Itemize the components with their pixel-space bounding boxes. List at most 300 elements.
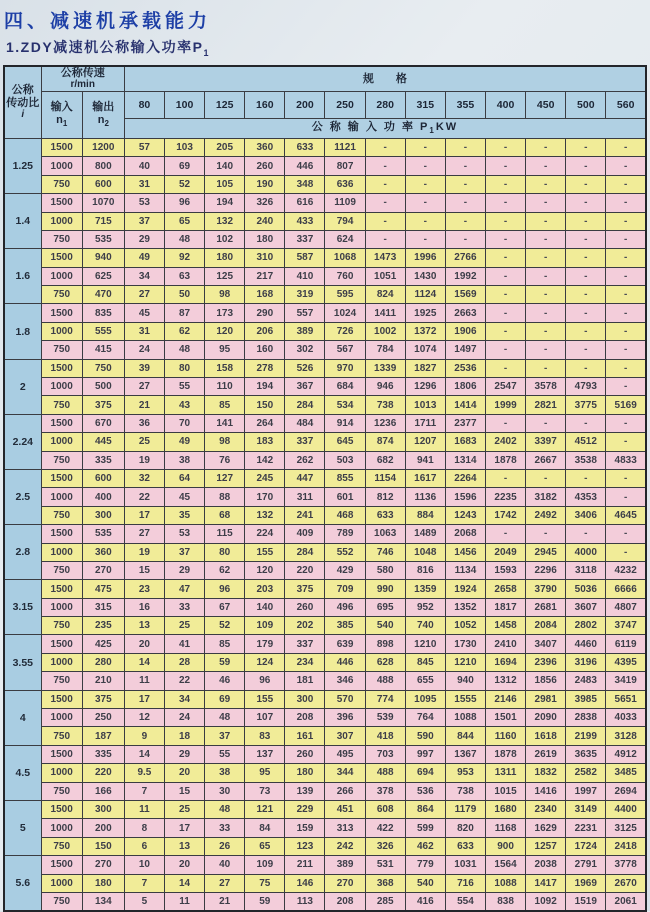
power-value-cell: 703 xyxy=(365,745,405,763)
power-value-cell: 1314 xyxy=(445,451,485,469)
output-speed-cell: 134 xyxy=(82,892,124,911)
power-value-cell: 266 xyxy=(325,782,365,800)
power-value-cell: 824 xyxy=(365,286,405,304)
power-value-cell: - xyxy=(606,212,646,230)
power-value-cell: 534 xyxy=(325,396,365,414)
power-value-cell: - xyxy=(526,525,566,543)
power-value-cell: - xyxy=(606,194,646,212)
power-value-cell: 9 xyxy=(124,727,164,745)
power-value-cell: 807 xyxy=(325,157,365,175)
power-value-cell: - xyxy=(566,267,606,285)
power-value-cell: 3538 xyxy=(566,451,606,469)
power-value-cell: 3790 xyxy=(526,580,566,598)
power-value-cell: 1458 xyxy=(485,617,525,635)
power-value-cell: 65 xyxy=(245,837,285,855)
power-value-cell: 262 xyxy=(285,451,325,469)
table-row xyxy=(4,341,646,359)
table-row xyxy=(4,525,646,543)
power-value-cell: 3635 xyxy=(566,745,606,763)
power-value-cell: 1473 xyxy=(365,249,405,267)
power-value-cell: 2090 xyxy=(526,709,566,727)
power-value-cell: - xyxy=(526,286,566,304)
power-value-cell: - xyxy=(566,249,606,267)
power-value-cell: 37 xyxy=(124,212,164,230)
power-value-cell: 27 xyxy=(124,378,164,396)
power-value-cell: 260 xyxy=(285,598,325,616)
output-speed-cell: 270 xyxy=(82,856,124,874)
power-value-cell: 845 xyxy=(405,653,445,671)
input-speed-cell: 750 xyxy=(41,175,82,193)
power-value-cell: 39 xyxy=(124,359,164,377)
power-value-cell: 1417 xyxy=(526,874,566,892)
power-value-cell: 17 xyxy=(124,690,164,708)
power-value-cell: 410 xyxy=(285,267,325,285)
power-value-cell: 1806 xyxy=(445,378,485,396)
power-value-cell: 864 xyxy=(405,801,445,819)
power-value-cell: 2038 xyxy=(526,856,566,874)
ratio-cell: 1.25 xyxy=(4,138,41,193)
power-value-cell: 1519 xyxy=(566,892,606,911)
power-value-cell: - xyxy=(485,322,525,340)
power-value-cell: - xyxy=(606,341,646,359)
power-value-cell: 140 xyxy=(205,157,245,175)
power-value-cell: 260 xyxy=(285,745,325,763)
output-speed-cell: 425 xyxy=(82,635,124,653)
input-speed-cell: 1500 xyxy=(41,469,82,487)
power-value-cell: 682 xyxy=(365,451,405,469)
power-value-cell: - xyxy=(606,286,646,304)
power-value-cell: 946 xyxy=(365,378,405,396)
power-value-cell: 88 xyxy=(205,488,245,506)
header-speed-unit: r/min xyxy=(70,79,95,91)
power-value-cell: 488 xyxy=(365,764,405,782)
power-value-cell: 1074 xyxy=(405,341,445,359)
power-value-cell: - xyxy=(566,194,606,212)
power-value-cell: 367 xyxy=(285,378,325,396)
power-value-cell: 1051 xyxy=(365,267,405,285)
power-value-cell: 552 xyxy=(325,543,365,561)
power-value-cell: 264 xyxy=(245,414,285,432)
power-value-cell: 20 xyxy=(164,856,204,874)
header-spec-size: 355 xyxy=(445,91,485,118)
input-speed-cell: 1000 xyxy=(41,212,82,230)
power-value-cell: 914 xyxy=(325,414,365,432)
power-value-cell: - xyxy=(365,157,405,175)
power-value-cell: 422 xyxy=(365,819,405,837)
input-speed-cell: 1000 xyxy=(41,543,82,561)
power-value-cell: - xyxy=(365,212,405,230)
power-value-cell: 462 xyxy=(405,837,445,855)
output-speed-cell: 375 xyxy=(82,690,124,708)
table-row xyxy=(4,709,646,727)
power-value-cell: 1210 xyxy=(405,635,445,653)
power-value-cell: 1154 xyxy=(365,469,405,487)
power-value-cell: - xyxy=(445,194,485,212)
power-value-cell: 1063 xyxy=(365,525,405,543)
output-speed-cell: 625 xyxy=(82,267,124,285)
power-value-cell: 1092 xyxy=(526,892,566,911)
power-value-cell: - xyxy=(485,341,525,359)
power-value-cell: 1339 xyxy=(365,359,405,377)
power-value-cell: 4400 xyxy=(606,801,646,819)
power-value-cell: 37 xyxy=(164,543,204,561)
power-value-cell: 346 xyxy=(325,672,365,690)
power-value-cell: 284 xyxy=(285,543,325,561)
power-value-cell: 57 xyxy=(124,138,164,156)
power-value-cell: 416 xyxy=(405,892,445,911)
page-subtitle xyxy=(6,37,650,58)
power-value-cell: 124 xyxy=(245,653,285,671)
power-value-cell: - xyxy=(405,194,445,212)
power-value-cell: 495 xyxy=(325,745,365,763)
power-value-cell: 4807 xyxy=(606,598,646,616)
power-value-cell: 158 xyxy=(205,359,245,377)
input-speed-cell: 1500 xyxy=(41,359,82,377)
power-value-cell: 645 xyxy=(325,433,365,451)
power-value-cell: 3778 xyxy=(606,856,646,874)
power-value-cell: 1207 xyxy=(405,433,445,451)
power-value-cell: 4793 xyxy=(566,378,606,396)
table-row xyxy=(4,782,646,800)
header-input-var: n xyxy=(56,114,63,127)
output-speed-cell: 555 xyxy=(82,322,124,340)
power-value-cell: 4645 xyxy=(606,506,646,524)
power-value-cell: 540 xyxy=(365,617,405,635)
power-value-cell: 746 xyxy=(365,543,405,561)
ratio-cell: 3.15 xyxy=(4,580,41,635)
power-value-cell: 1095 xyxy=(405,690,445,708)
power-value-cell: - xyxy=(566,414,606,432)
power-value-cell: 313 xyxy=(325,819,365,837)
power-value-cell: 2670 xyxy=(606,874,646,892)
power-value-cell: 290 xyxy=(245,304,285,322)
power-value-cell: - xyxy=(405,157,445,175)
power-value-cell: 2410 xyxy=(485,635,525,653)
power-value-cell: 183 xyxy=(245,433,285,451)
power-value-cell: - xyxy=(445,230,485,248)
power-value-cell: 18 xyxy=(164,727,204,745)
power-value-cell: 35 xyxy=(164,506,204,524)
power-value-cell: 385 xyxy=(325,617,365,635)
power-value-cell: 180 xyxy=(205,249,245,267)
power-value-cell: 633 xyxy=(285,138,325,156)
power-value-cell: 29 xyxy=(164,561,204,579)
power-value-cell: 48 xyxy=(164,230,204,248)
power-value-cell: 1414 xyxy=(445,396,485,414)
power-value-cell: - xyxy=(485,525,525,543)
power-value-cell: 4833 xyxy=(606,451,646,469)
power-value-cell: - xyxy=(526,230,566,248)
power-value-cell: - xyxy=(445,212,485,230)
power-value-cell: 260 xyxy=(245,157,285,175)
power-value-cell: 429 xyxy=(325,561,365,579)
power-value-cell: 2821 xyxy=(526,396,566,414)
ratio-cell: 1.4 xyxy=(4,194,41,249)
header-spec-size: 280 xyxy=(365,91,405,118)
power-value-cell: 159 xyxy=(285,819,325,837)
power-value-cell: - xyxy=(526,304,566,322)
ratio-cell: 4 xyxy=(4,690,41,745)
header-spec-size: 400 xyxy=(485,91,525,118)
table-row xyxy=(4,267,646,285)
input-speed-cell: 750 xyxy=(41,727,82,745)
input-speed-cell: 1500 xyxy=(41,856,82,874)
power-value-cell: - xyxy=(606,433,646,451)
power-value-cell: - xyxy=(606,230,646,248)
input-speed-cell: 1500 xyxy=(41,414,82,432)
ratio-cell: 5 xyxy=(4,801,41,856)
power-value-cell: 62 xyxy=(164,322,204,340)
power-value-cell: 24 xyxy=(164,709,204,727)
power-value-cell: 49 xyxy=(124,249,164,267)
output-speed-cell: 475 xyxy=(82,580,124,598)
power-value-cell: 764 xyxy=(405,709,445,727)
power-value-cell: 531 xyxy=(365,856,405,874)
input-speed-cell: 750 xyxy=(41,286,82,304)
input-speed-cell: 750 xyxy=(41,451,82,469)
input-speed-cell: 1000 xyxy=(41,819,82,837)
header-ratio-line1: 公称 xyxy=(11,83,34,96)
power-value-cell: 1817 xyxy=(485,598,525,616)
power-value-cell: - xyxy=(485,230,525,248)
power-value-cell: 2377 xyxy=(445,414,485,432)
power-value-cell: 27 xyxy=(124,286,164,304)
power-value-cell: 36 xyxy=(124,414,164,432)
power-value-cell: 1168 xyxy=(485,819,525,837)
power-value-cell: 224 xyxy=(245,525,285,543)
power-value-cell: 694 xyxy=(405,764,445,782)
output-speed-cell: 1200 xyxy=(82,138,124,156)
output-speed-cell: 600 xyxy=(82,469,124,487)
power-value-cell: 774 xyxy=(365,690,405,708)
power-value-cell: 4512 xyxy=(566,433,606,451)
power-value-cell: 179 xyxy=(245,635,285,653)
output-speed-cell: 600 xyxy=(82,175,124,193)
power-value-cell: 40 xyxy=(124,157,164,175)
power-value-cell: 14 xyxy=(164,874,204,892)
power-value-cell: 1742 xyxy=(485,506,525,524)
power-value-cell: 684 xyxy=(325,378,365,396)
power-value-cell: 2981 xyxy=(526,690,566,708)
ratio-cell: 1.8 xyxy=(4,304,41,359)
power-value-cell: - xyxy=(445,157,485,175)
power-value-cell: 234 xyxy=(285,653,325,671)
power-value-cell: - xyxy=(566,359,606,377)
power-value-cell: 211 xyxy=(285,856,325,874)
power-value-cell: 170 xyxy=(245,488,285,506)
power-value-cell: - xyxy=(606,543,646,561)
power-value-cell: 15 xyxy=(124,561,164,579)
power-value-cell: 4395 xyxy=(606,653,646,671)
output-speed-cell: 250 xyxy=(82,709,124,727)
power-value-cell: 1618 xyxy=(526,727,566,745)
power-value-cell: 127 xyxy=(205,469,245,487)
power-value-cell: - xyxy=(566,230,606,248)
power-value-cell: 726 xyxy=(325,322,365,340)
power-value-cell: 3182 xyxy=(526,488,566,506)
power-value-cell: 3149 xyxy=(566,801,606,819)
power-value-cell: 368 xyxy=(365,874,405,892)
power-value-cell: 580 xyxy=(365,561,405,579)
output-speed-cell: 200 xyxy=(82,819,124,837)
power-value-cell: 1430 xyxy=(405,267,445,285)
input-speed-cell: 1000 xyxy=(41,598,82,616)
input-speed-cell: 1500 xyxy=(41,525,82,543)
power-value-cell: 1489 xyxy=(405,525,445,543)
power-value-cell: 1683 xyxy=(445,433,485,451)
power-value-cell: 240 xyxy=(245,212,285,230)
power-value-cell: 83 xyxy=(245,727,285,745)
power-value-cell: 2146 xyxy=(485,690,525,708)
power-value-cell: 1109 xyxy=(325,194,365,212)
power-value-cell: 990 xyxy=(365,580,405,598)
header-input-label: 输入 xyxy=(50,101,73,114)
power-value-cell: 389 xyxy=(325,856,365,874)
power-value-cell: 2791 xyxy=(566,856,606,874)
power-value-cell: - xyxy=(485,212,525,230)
power-value-cell: 2694 xyxy=(606,782,646,800)
output-speed-cell: 166 xyxy=(82,782,124,800)
table-row xyxy=(4,672,646,690)
ratio-cell: 3.55 xyxy=(4,635,41,690)
power-value-cell: 5 xyxy=(124,892,164,911)
header-row-2 xyxy=(4,91,646,118)
power-value-cell: 85 xyxy=(205,396,245,414)
power-value-cell: 11 xyxy=(124,672,164,690)
header-spec-title: 规 格 xyxy=(124,66,646,92)
power-value-cell: 1694 xyxy=(485,653,525,671)
power-value-cell: 1124 xyxy=(405,286,445,304)
power-value-cell: - xyxy=(485,175,525,193)
power-value-cell: 48 xyxy=(205,709,245,727)
power-value-cell: 451 xyxy=(325,801,365,819)
power-value-cell: - xyxy=(485,157,525,175)
table-row xyxy=(4,304,646,322)
table-row xyxy=(4,212,646,230)
table-row xyxy=(4,801,646,819)
power-value-cell: 526 xyxy=(285,359,325,377)
power-value-cell: 33 xyxy=(164,598,204,616)
power-value-cell: 557 xyxy=(285,304,325,322)
power-value-cell: 307 xyxy=(325,727,365,745)
header-ratio xyxy=(4,66,41,139)
power-value-cell: 32 xyxy=(124,469,164,487)
power-value-cell: 1367 xyxy=(445,745,485,763)
power-value-cell: 4232 xyxy=(606,561,646,579)
output-speed-cell: 280 xyxy=(82,653,124,671)
power-value-cell: 69 xyxy=(164,157,204,175)
power-value-cell: 206 xyxy=(245,322,285,340)
power-value-cell: 1629 xyxy=(526,819,566,837)
power-value-cell: 6119 xyxy=(606,635,646,653)
power-value-cell: 5651 xyxy=(606,690,646,708)
power-value-cell: 17 xyxy=(124,506,164,524)
power-value-cell: 40 xyxy=(205,856,245,874)
output-speed-cell: 300 xyxy=(82,801,124,819)
power-value-cell: 284 xyxy=(285,396,325,414)
power-value-cell: 789 xyxy=(325,525,365,543)
power-value-cell: 433 xyxy=(285,212,325,230)
power-value-cell: 208 xyxy=(285,709,325,727)
power-value-cell: 4912 xyxy=(606,745,646,763)
power-value-cell: 115 xyxy=(205,525,245,543)
output-speed-cell: 335 xyxy=(82,745,124,763)
input-speed-cell: 750 xyxy=(41,837,82,855)
input-speed-cell: 1500 xyxy=(41,801,82,819)
power-value-cell: 595 xyxy=(325,286,365,304)
power-value-cell: - xyxy=(485,138,525,156)
input-speed-cell: 750 xyxy=(41,617,82,635)
power-value-cell: 587 xyxy=(285,249,325,267)
power-value-cell: 1372 xyxy=(405,322,445,340)
table-row xyxy=(4,451,646,469)
power-value-cell: 2199 xyxy=(566,727,606,745)
power-value-cell: 1179 xyxy=(445,801,485,819)
power-value-cell: 59 xyxy=(205,653,245,671)
power-value-cell: 360 xyxy=(245,138,285,156)
power-value-cell: - xyxy=(485,359,525,377)
power-value-cell: 10 xyxy=(124,856,164,874)
power-value-cell: 181 xyxy=(285,672,325,690)
power-value-cell: 2483 xyxy=(566,672,606,690)
header-power-prefix: 公 称 输 入 功 率 P xyxy=(311,121,430,134)
power-value-cell: 229 xyxy=(285,801,325,819)
power-value-cell: 1088 xyxy=(485,874,525,892)
power-value-cell: 87 xyxy=(164,304,204,322)
power-value-cell: 2340 xyxy=(526,801,566,819)
table-row xyxy=(4,856,646,874)
power-value-cell: 11 xyxy=(164,892,204,911)
power-value-cell: 5169 xyxy=(606,396,646,414)
power-value-cell: 389 xyxy=(285,322,325,340)
header-power-title xyxy=(124,118,646,138)
power-value-cell: - xyxy=(526,359,566,377)
power-value-cell: 628 xyxy=(365,653,405,671)
power-value-cell: 15 xyxy=(164,782,204,800)
power-value-cell: 3125 xyxy=(606,819,646,837)
power-value-cell: 17 xyxy=(164,819,204,837)
power-value-cell: 3118 xyxy=(566,561,606,579)
table-row xyxy=(4,249,646,267)
power-value-cell: 1136 xyxy=(405,488,445,506)
power-value-cell: 285 xyxy=(365,892,405,911)
power-value-cell: 25 xyxy=(164,801,204,819)
power-value-cell: 65 xyxy=(164,212,204,230)
power-value-cell: 348 xyxy=(285,175,325,193)
power-value-cell: 84 xyxy=(245,819,285,837)
power-value-cell: - xyxy=(566,469,606,487)
power-value-cell: 45 xyxy=(124,304,164,322)
power-value-cell: 2296 xyxy=(526,561,566,579)
power-value-cell: 30 xyxy=(205,782,245,800)
power-value-cell: 103 xyxy=(164,138,204,156)
power-value-cell: 92 xyxy=(164,249,204,267)
header-speed xyxy=(41,66,124,92)
power-value-cell: 1257 xyxy=(526,837,566,855)
power-value-cell: 31 xyxy=(124,175,164,193)
power-value-cell: 107 xyxy=(245,709,285,727)
power-value-cell: 31 xyxy=(124,322,164,340)
power-value-cell: 3407 xyxy=(526,635,566,653)
power-value-cell: 3196 xyxy=(566,653,606,671)
input-speed-cell: 1500 xyxy=(41,304,82,322)
input-speed-cell: 750 xyxy=(41,396,82,414)
power-value-cell: 23 xyxy=(124,580,164,598)
table-row xyxy=(4,378,646,396)
power-value-cell: 67 xyxy=(205,598,245,616)
power-value-cell: - xyxy=(485,194,525,212)
ratio-cell: 1.6 xyxy=(4,249,41,304)
